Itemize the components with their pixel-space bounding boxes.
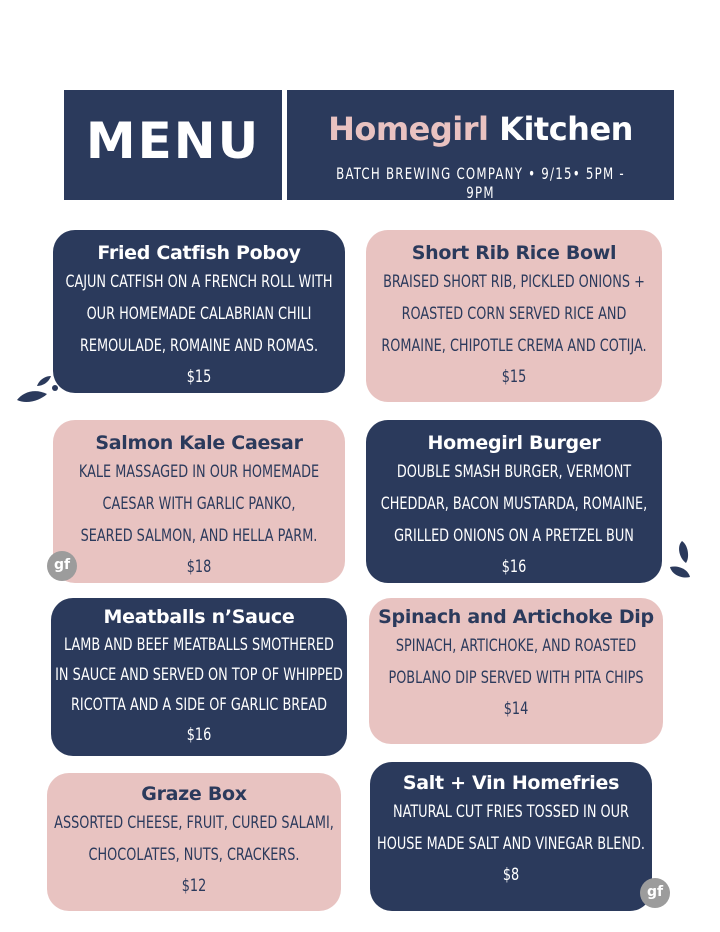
menu-item-price: $8 xyxy=(502,865,520,885)
menu-item-description: LAMB AND BEEF MEATBALLS SMOTHERED IN SAUCE AND SERVED ON TOP OF WHIPPED RICOTTA AND A SIDE OF GARLIC BREAD xyxy=(55,635,343,715)
menu-item-title: Salmon Kale Caesar xyxy=(95,432,303,454)
menu-item-title: Salt + Vin Homefries xyxy=(402,772,620,794)
gluten-free-badge: gf xyxy=(47,551,77,581)
menu-item-description: SPINACH, ARTICHOKE, AND ROASTED POBLANO DIP SERVED WITH PITA CHIPS xyxy=(388,636,644,688)
menu-item-title: Homegirl Burger xyxy=(427,432,601,454)
menu-item-title: Meatballs n’Sauce xyxy=(103,606,295,628)
menu-item-description: KALE MASSAGED IN OUR HOMEMADE CAESAR WITH GARLIC PANKO, SEARED SALMON, AND HELLA PARM. xyxy=(78,462,320,546)
menu-item-description: DOUBLE SMASH BURGER, VERMONT CHEDDAR, BACON MUSTARDA, ROMAINE, GRILLED ONIONS ON A PRETZEL BUN xyxy=(380,462,648,546)
menu-item-card xyxy=(53,420,345,583)
menu-item-description: ASSORTED CHEESE, FRUIT, CURED SALAMI, CHOCOLATES, NUTS, CRACKERS. xyxy=(54,813,334,865)
menu-title: MENU xyxy=(85,112,261,170)
menu-item-card xyxy=(47,773,341,911)
menu-item-price: $12 xyxy=(181,876,207,896)
menu-item-price: $18 xyxy=(186,557,212,577)
menu-item-title: Fried Catfish Poboy xyxy=(97,242,301,264)
splash-icon xyxy=(13,372,59,406)
menu-item-price: $15 xyxy=(186,367,212,387)
brand-name-part2: Kitchen xyxy=(499,110,633,148)
event-details: BATCH BREWING COMPANY • 9/15• 5PM - 9PM xyxy=(336,164,625,202)
menu-item-description: NATURAL CUT FRIES TOSSED IN OUR HOUSE MADE SALT AND VINEGAR BLEND. xyxy=(377,802,645,854)
menu-item-description: BRAISED SHORT RIB, PICKLED ONIONS + ROASTED CORN SERVED RICE AND ROMAINE, CHIPOTLE CREMA AND COTIJA. xyxy=(381,272,647,356)
menu-item-price: $16 xyxy=(501,557,527,577)
menu-item-card xyxy=(53,230,345,393)
brand-name-part1: Homegirl xyxy=(328,110,489,148)
menu-item-price: $14 xyxy=(503,699,529,719)
brand-header-block xyxy=(287,90,674,200)
menu-item-price: $15 xyxy=(501,367,527,387)
menu-item-title: Graze Box xyxy=(141,783,247,805)
splash-icon xyxy=(664,537,696,581)
menu-item-card xyxy=(366,420,662,583)
menu-header-block xyxy=(64,90,282,200)
menu-item-card xyxy=(366,230,662,402)
menu-item-description: CAJUN CATFISH ON A FRENCH ROLL WITH OUR HOMEMADE CALABRIAN CHILI REMOULADE, ROMAINE AND ROMAS. xyxy=(65,272,333,356)
gluten-free-badge: gf xyxy=(640,878,670,908)
menu-item-price: $16 xyxy=(186,725,212,745)
menu-item-card xyxy=(369,598,663,744)
menu-item-card xyxy=(51,598,347,756)
menu-item-card xyxy=(370,762,652,911)
menu-item-title: Spinach and Artichoke Dip xyxy=(378,606,654,628)
menu-item-title: Short Rib Rice Bowl xyxy=(411,242,617,264)
brand-name xyxy=(287,110,674,148)
